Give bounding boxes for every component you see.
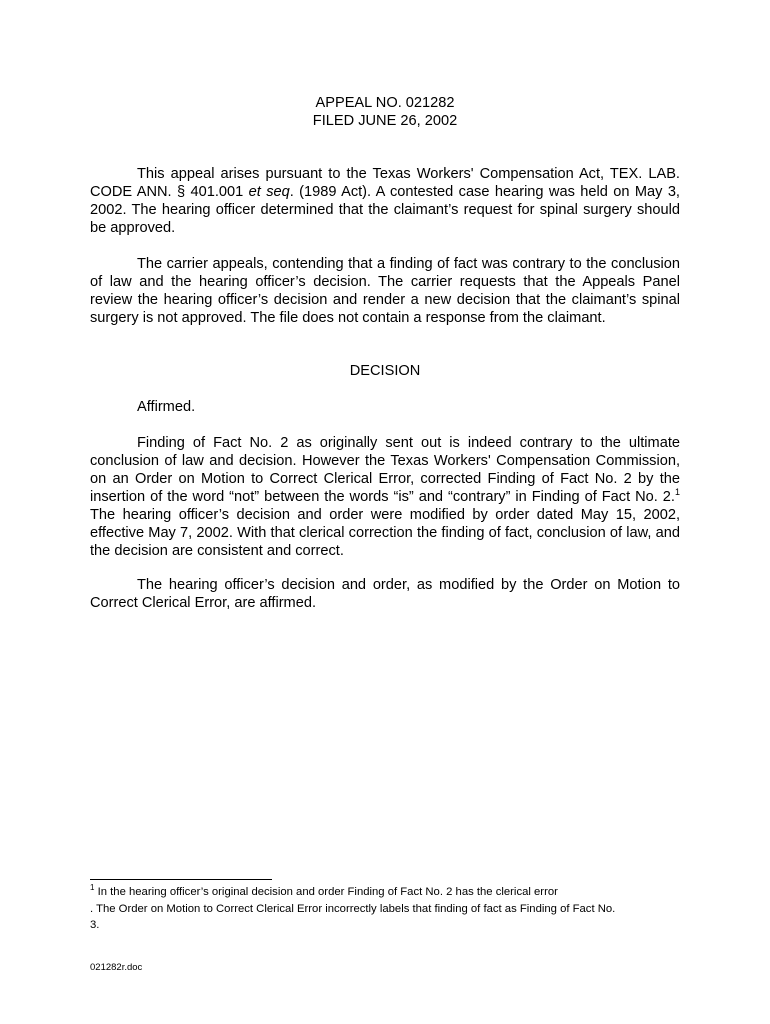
footnote-mark: 1 bbox=[90, 883, 95, 893]
footnote-reference[interactable]: 1 bbox=[674, 487, 680, 498]
footnote-line-1 bbox=[90, 884, 682, 901]
paragraph-finding-of-fact bbox=[90, 434, 680, 560]
appeal-number: APPEAL NO. 021282 bbox=[315, 95, 455, 111]
intro-text-start: This appeal arises pursuant to the Texas Workers' Compensation Act, TEX. LAB. CODE ANN. § 401.001 bbox=[90, 166, 680, 200]
decision-heading: DECISION bbox=[349, 363, 421, 379]
paragraph-conclusion: The hearing officer’s decision and order, as modified by the Order on Motion to Correct Clerical Error, are affirmed. bbox=[90, 577, 680, 611]
affirmed-text: Affirmed. bbox=[137, 399, 196, 415]
document-filename: 021282r.doc bbox=[90, 962, 143, 973]
paragraph-intro bbox=[90, 165, 680, 237]
filed-date: FILED JUNE 26, 2002 bbox=[312, 113, 458, 129]
footnote-divider bbox=[90, 879, 272, 880]
intro-text-end: . (1989 Act). A contested case hearing was held on May 3, 2002. The hearing officer determined that the claimant’s request for spinal surgery should be approved. bbox=[90, 184, 680, 236]
footnote-line-2: . The Order on Motion to Correct Clerical Error incorrectly labels that finding of fact as Finding of Fact No. bbox=[90, 903, 616, 915]
footnote-line-3: 3. bbox=[90, 919, 100, 931]
intro-text-italic: et seq bbox=[248, 184, 290, 200]
finding-text-start: Finding of Fact No. 2 as originally sent out is indeed contrary to the ultimate conclusion of law and decision. However the Texas Workers' Compensation Commission, on an Order on Motion to Correct Clerical Error, corrected Finding of Fact No. 2 by the insertion of the word “not” between the words “is” and “contrary” in Finding of Fact No. 2. bbox=[90, 435, 680, 505]
finding-text-end: The hearing officer’s decision and order were modified by order dated May 15, 2002, effective May 7, 2002. With that clerical correction the finding of fact, conclusion of law, and the decision are consistent and correct. bbox=[90, 507, 680, 559]
paragraph-carrier-appeal: The carrier appeals, contending that a finding of fact was contrary to the conclusion of law and the hearing officer’s decision. The carrier requests that the Appeals Panel review the hearing officer’s decision and render a new decision that the claimant’s spinal surgery is not approved. The file does not contain a response from the claimant. bbox=[90, 256, 680, 326]
footnote-text-1: In the hearing officer’s original decision and order Finding of Fact No. 2 has the clerical error bbox=[94, 886, 558, 898]
